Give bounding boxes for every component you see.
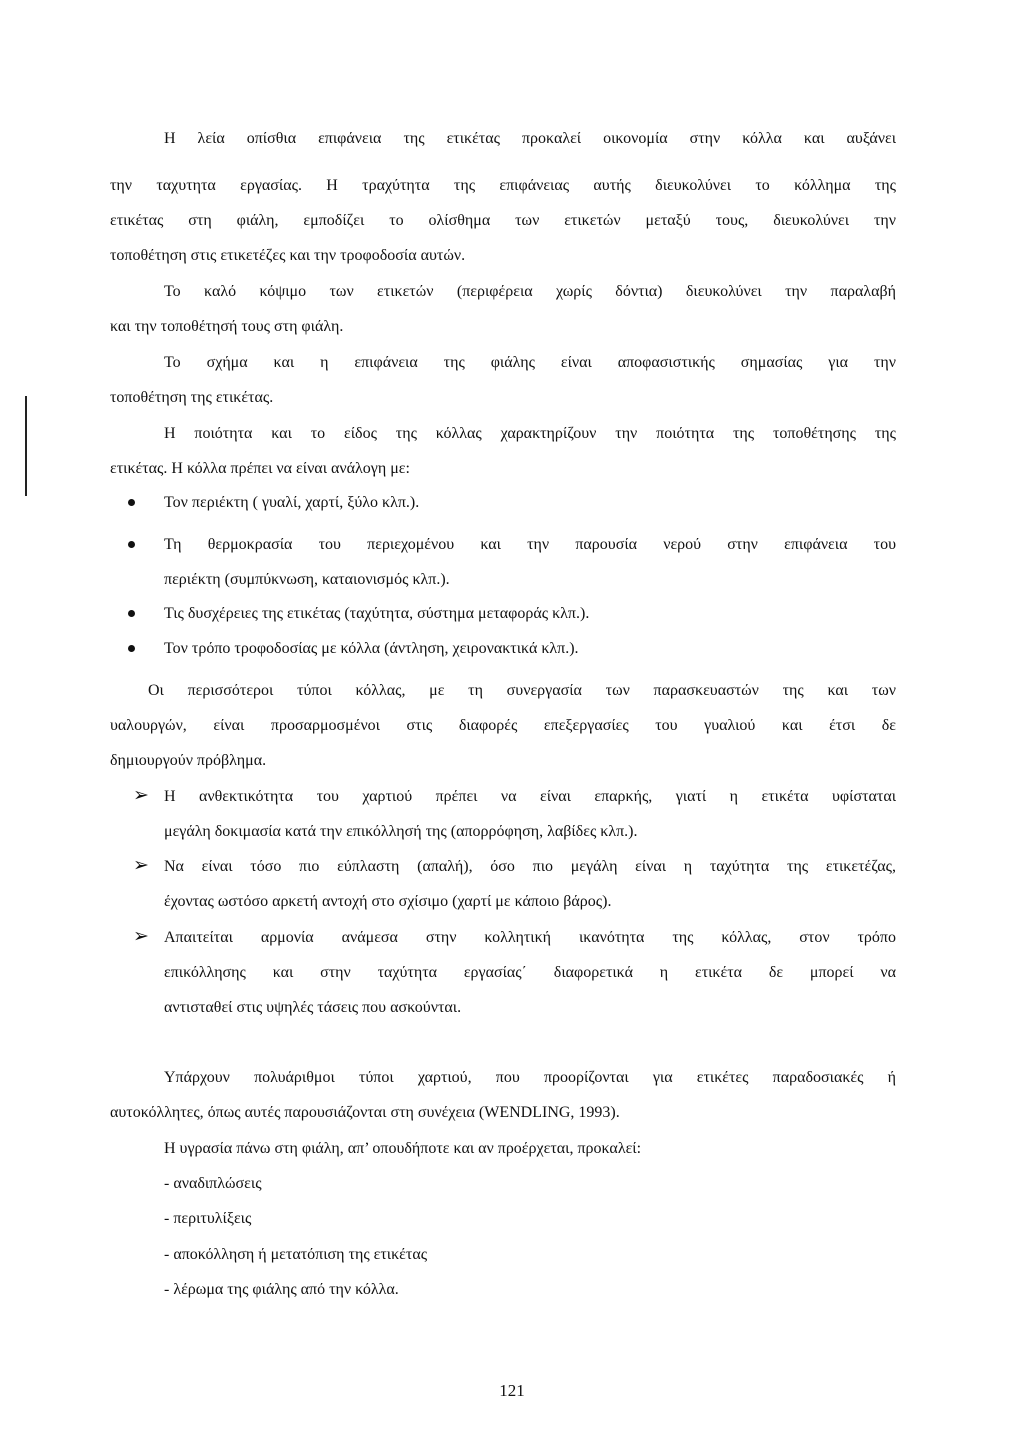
arrow-bullet-icon: ➢	[133, 926, 149, 947]
bullet-item: Τον περιέκτη ( γυαλί, χαρτί, ξύλο κλπ.).	[164, 494, 420, 511]
text-line: Υπάρχουν πολυάριθμοι τύποι χαρτιού, που προορίζονται για ετικέτες παραδοσιακές ή	[164, 1069, 896, 1086]
margin-rule	[25, 396, 27, 496]
bullet-item: Τη θερμοκρασία του περιεχομένου και την παρουσία νερού στην επιφάνεια του	[164, 536, 896, 553]
arrow-item-continuation: αντισταθεί στις υψηλές τάσεις που ασκούνται.	[164, 999, 462, 1016]
text-line: τοποθέτηση στις ετικετέζες και την τροφοδοσία αυτών.	[110, 247, 466, 264]
arrow-item: Να είναι τόσο πιο εύπλαστη (απαλή), όσο πιο μεγάλη είναι η ταχύτητα της ετικετέζας,	[164, 858, 896, 875]
paragraph-7: Η υγρασία πάνω στη φιάλη, απ’ οπουδήποτε και αν προέρχεται, προκαλεί:	[164, 1140, 642, 1157]
bullet-dot	[128, 499, 135, 506]
text-line: την ταχυτητα εργασίας. Η τραχύτητα της επιφάνειας αυτής διευκολύνει το κόλλημα της	[110, 177, 896, 194]
arrow-bullet-icon: ➢	[133, 855, 149, 876]
arrow-item: Η ανθεκτικότητα του χαρτιού πρέπει να είναι επαρκής, γιατί η ετικέτα υφίσταται	[164, 788, 896, 805]
dash-item: - περιτυλίξεις	[164, 1210, 252, 1227]
dash-item: - αποκόλληση ή μετατόπιση της ετικέτας	[164, 1246, 428, 1263]
arrow-item-continuation: έχοντας ωστόσο αρκετή αντοχή στο σχίσιμο (χαρτί με κάποιο βάρος).	[164, 893, 612, 910]
text-line: Οι περισσότεροι τύποι κόλλας, με τη συνεργασία των παρασκευαστών της και των	[148, 682, 896, 699]
text-line: Το καλό κόψιμο των ετικετών (περιφέρεια χωρίς δόντια) διευκολύνει την παραλαβή	[164, 283, 896, 300]
text-line: ετικέτας. Η κόλλα πρέπει να είναι ανάλογη με:	[110, 460, 410, 477]
dash-item: - αναδιπλώσεις	[164, 1175, 262, 1192]
page-number: 121	[499, 1381, 525, 1400]
bullet-item: Τις δυσχέρειες της ετικέτας (ταχύτητα, σύστημα μεταφοράς κλπ.).	[164, 605, 590, 622]
text-line: υαλουργών, είναι προσαρμοσμένοι στις διαφορές επεξεργασίες του γυαλιού και έτσι δε	[110, 717, 896, 734]
text-line: ετικέτας στη φιάλη, εμποδίζει το ολίσθημα των ετικετών μεταξύ τους, διευκολύνει την	[110, 212, 896, 229]
bullet-item-continuation: περιέκτη (συμπύκνωση, καταιονισμός κλπ.).	[164, 571, 450, 588]
bullet-dot	[128, 610, 135, 617]
arrow-item-continuation: μεγάλη δοκιμασία κατά την επικόλλησή της (απορρόφηση, λαβίδες κλπ.).	[164, 823, 638, 840]
arrow-item: Απαιτείται αρμονία ανάμεσα στην κολλητική ικανότητα της κόλλας, στον τρόπο	[164, 929, 896, 946]
text-line: και την τοποθέτησή τους στη φιάλη.	[110, 318, 344, 335]
text-line: Η ποιότητα και το είδος της κόλλας χαρακτηρίζουν την ποιότητα της τοποθέτησης της	[164, 425, 896, 442]
text-line: τοποθέτηση της ετικέτας.	[110, 389, 274, 406]
text-line: αυτοκόλλητες, όπως αυτές παρουσιάζονται στη συνέχεια (WENDLING, 1993).	[110, 1104, 620, 1121]
text-line: Η λεία οπίσθια επιφάνεια της ετικέτας προκαλεί οικονομία στην κόλλα και αυξάνει	[164, 130, 896, 147]
bullet-item: Τον τρόπο τροφοδοσίας με κόλλα (άντληση, χειρονακτικά κλπ.).	[164, 640, 579, 657]
arrow-item-continuation: επικόλλησης και στην ταχύτητα εργασίας΄ διαφορετικά η ετικέτα δε μπορεί να	[164, 964, 896, 981]
arrow-bullet-icon: ➢	[133, 785, 149, 806]
bullet-dot	[128, 645, 135, 652]
dash-item: - λέρωμα της φιάλης από την κόλλα.	[164, 1281, 399, 1298]
text-line: Το σχήμα και η επιφάνεια της φιάλης είναι αποφασιστικής σημασίας για την	[164, 354, 896, 371]
bullet-dot	[128, 541, 135, 548]
text-line: δημιουργούν πρόβλημα.	[110, 752, 267, 769]
